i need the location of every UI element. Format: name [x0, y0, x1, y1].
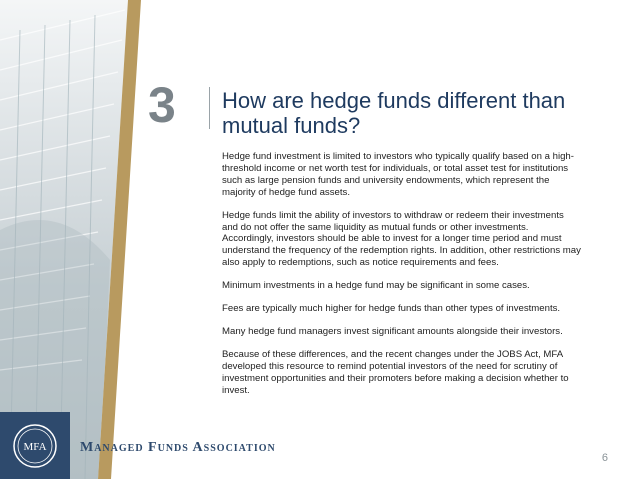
- mfa-logo: [0, 412, 70, 479]
- paragraph: Fees are typically much higher for hedge funds than other types of investments.: [222, 303, 561, 315]
- paragraph: Because of these differences, and the recent changes under the JOBS Act, MFA developed this resource to remind potential investors of the need for scrutiny of investment opportunities and their promoters before making a decision whether to invest.: [222, 348, 569, 396]
- paragraph: Hedge funds limit the ability of investors to withdraw or redeem their investments and do not offer the same liquidity as mutual funds or other investments. Accordingly, investors should be able to invest for a longer time period and must understand the frequency of the redemption rights. In addition, other restrictions may also apply to redemptions, such as notice requirements and fees.: [222, 209, 581, 269]
- mfa-seal-icon: [11, 422, 59, 470]
- page-number: 6: [601, 452, 608, 464]
- paragraph: Many hedge fund managers invest significant amounts alongside their investors.: [222, 325, 563, 337]
- mfa-logo-text: MFA: [23, 440, 47, 453]
- slide-number: 3: [148, 77, 176, 133]
- slide-title: How are hedge funds different than mutual funds?: [222, 88, 566, 138]
- title-divider: [209, 87, 210, 129]
- slide-body: [222, 151, 582, 408]
- paragraph: Minimum investments in a hedge fund may be significant in some cases.: [222, 280, 530, 292]
- paragraph: Hedge fund investment is limited to investors who typically qualify based on a high-threshold income or net worth test for individuals, or total asset test for institutions such as large pension funds and university endowments, which represent the majority of hedge fund assets.: [222, 151, 574, 198]
- brand-name: Managed Funds Association: [80, 440, 276, 455]
